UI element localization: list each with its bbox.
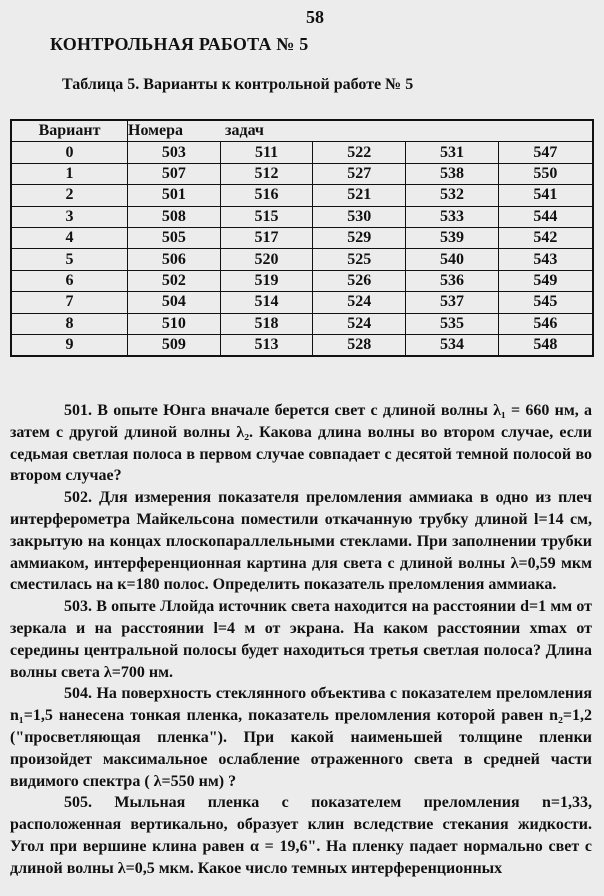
task-number-cell: 514: [220, 292, 313, 313]
variant-cell: 1: [11, 163, 128, 184]
task-number-cell: 502: [128, 270, 221, 291]
task-number-cell: 535: [406, 313, 499, 334]
problem-number: 504.: [64, 685, 92, 703]
task-number-cell: 540: [406, 249, 499, 270]
task-number-cell: 538: [406, 163, 499, 184]
task-number-cell: 521: [313, 185, 406, 206]
task-number-cell: 508: [128, 206, 221, 227]
problem-text: Для измерения показателя преломления аммиака в одно из плеч интерферометра Майкельсона поместили откачанную трубку длиной l=14 см, закрытую на концах плоскопараллельными стеклами. При заполнении трубки аммиаком, интерференционная картина для света с длиной волны λ=0,59 мкм сместилась на к=180 полос. Определить показатель преломления аммиака.: [10, 489, 593, 594]
table-row: [11, 270, 593, 291]
task-number-cell: 531: [406, 142, 499, 163]
task-number-cell: 510: [128, 313, 221, 334]
task-number-cell: 527: [313, 163, 406, 184]
task-number-cell: 518: [220, 313, 313, 334]
task-number-cell: 513: [220, 334, 313, 356]
table-body: [11, 142, 593, 356]
task-number-cell: 545: [498, 292, 593, 313]
task-number-cell: 539: [406, 227, 499, 248]
task-number-cell: 546: [498, 313, 593, 334]
problem-number: 501.: [64, 402, 92, 419]
task-number-cell: 501: [128, 185, 221, 206]
problem-text: В опыте Ллойда источник света находится на расстоянии d=1 мм от зеркала и на расстоянии l=4 м от экрана. На каком расстоянии xmax от середины центральной полосы будет находиться третья светлая полоса? Длина волны света λ=700 нм.: [10, 598, 593, 681]
variant-cell: 5: [11, 249, 128, 270]
table-row: [11, 227, 593, 248]
task-number-cell: 526: [313, 270, 406, 291]
problem-paragraph: [10, 792, 592, 879]
task-number-cell: 528: [313, 334, 406, 356]
variant-cell: 7: [11, 292, 128, 313]
table-row: [11, 334, 593, 356]
table-row: [11, 142, 593, 163]
variant-cell: 4: [11, 227, 128, 248]
variant-cell: 2: [11, 185, 128, 206]
problem-number: 505.: [64, 794, 92, 812]
header-tasks-word: задач: [225, 122, 264, 140]
task-number-cell: 533: [406, 206, 499, 227]
task-number-cell: 515: [220, 206, 313, 227]
problem-text: На поверхность стеклянного объектива с показателем преломления n₁=1,5 нанесена тонкая пленка, показатель преломления которой равен n₂=1,2 ("просветляющая пленка"). При какой наименьшей толщине пленки произойдет максимальное ослабление отраженного света в средней части видимого спектра ( λ=550 нм) ?: [10, 685, 592, 790]
problem-paragraph: [10, 487, 592, 596]
problem-paragraph: [10, 596, 592, 683]
task-number-cell: 550: [498, 163, 593, 184]
page-number: 58: [306, 7, 324, 27]
task-number-cell: 511: [220, 142, 313, 163]
task-number-cell: 525: [313, 249, 406, 270]
task-number-cell: 522: [313, 142, 406, 163]
task-number-cell: 532: [406, 185, 499, 206]
task-number-cell: 516: [220, 185, 313, 206]
header-task-numbers: [128, 120, 594, 142]
variant-cell: 8: [11, 313, 128, 334]
task-number-cell: 529: [313, 227, 406, 248]
section-heading: КОНТРОЛЬНАЯ РАБОТА № 5: [50, 34, 309, 54]
problem-text: В опыте Юнга вначале берется свет с длиной волны λ₁ = 660 нм, а затем с другой длиной волны λ₂. Какова длина волны во втором случае, если седьмая светлая полоса в первом случае совпадает с десятой темной полосой во втором случае?: [10, 402, 593, 485]
table-row: [11, 206, 593, 227]
task-number-cell: 507: [128, 163, 221, 184]
task-number-cell: 537: [406, 292, 499, 313]
task-number-cell: 524: [313, 292, 406, 313]
problems-list: [10, 400, 592, 880]
task-number-cell: 509: [128, 334, 221, 356]
task-number-cell: 543: [498, 249, 593, 270]
problem-number: 502.: [64, 489, 92, 507]
variant-cell: 0: [11, 142, 128, 163]
header-numbers-word: Номера: [128, 122, 184, 140]
task-number-cell: 544: [498, 206, 593, 227]
problem-paragraph: [10, 683, 592, 792]
task-number-cell: 530: [313, 206, 406, 227]
task-number-cell: 506: [128, 249, 221, 270]
problem-text: Мыльная пленка с показателем преломления n=1,33, расположенная вертикально, образует клин вследствие стекания жидкости. Угол при вершине клина равен α = 19,6". На пленку падает нормально свет с длиной волны λ=0,5 мкм. Какое число темных интерференционных: [10, 794, 593, 877]
task-number-cell: 503: [128, 142, 221, 163]
task-number-cell: 524: [313, 313, 406, 334]
problem-number: 503.: [64, 598, 92, 616]
task-number-cell: 520: [220, 249, 313, 270]
task-number-cell: 517: [220, 227, 313, 248]
task-number-cell: 536: [406, 270, 499, 291]
task-number-cell: 505: [128, 227, 221, 248]
task-number-cell: 512: [220, 163, 313, 184]
task-number-cell: 549: [498, 270, 593, 291]
task-number-cell: 519: [220, 270, 313, 291]
task-number-cell: 547: [498, 142, 593, 163]
table-row: [11, 292, 593, 313]
variant-cell: 3: [11, 206, 128, 227]
task-number-cell: 548: [498, 334, 593, 356]
task-number-cell: 541: [498, 185, 593, 206]
table-caption: Таблица 5. Варианты к контрольной работе № 5: [62, 76, 414, 93]
header-variant: Вариант: [11, 120, 128, 142]
table-row: [11, 185, 593, 206]
variant-cell: 9: [11, 334, 128, 356]
variant-cell: 6: [11, 270, 128, 291]
task-number-cell: 504: [128, 292, 221, 313]
table-row: [11, 249, 593, 270]
table-row: [11, 313, 593, 334]
task-number-cell: 534: [406, 334, 499, 356]
task-number-cell: 542: [498, 227, 593, 248]
problem-paragraph: [10, 400, 592, 487]
table-header-row: [11, 120, 593, 142]
variants-table: [10, 119, 594, 357]
table-row: [11, 163, 593, 184]
